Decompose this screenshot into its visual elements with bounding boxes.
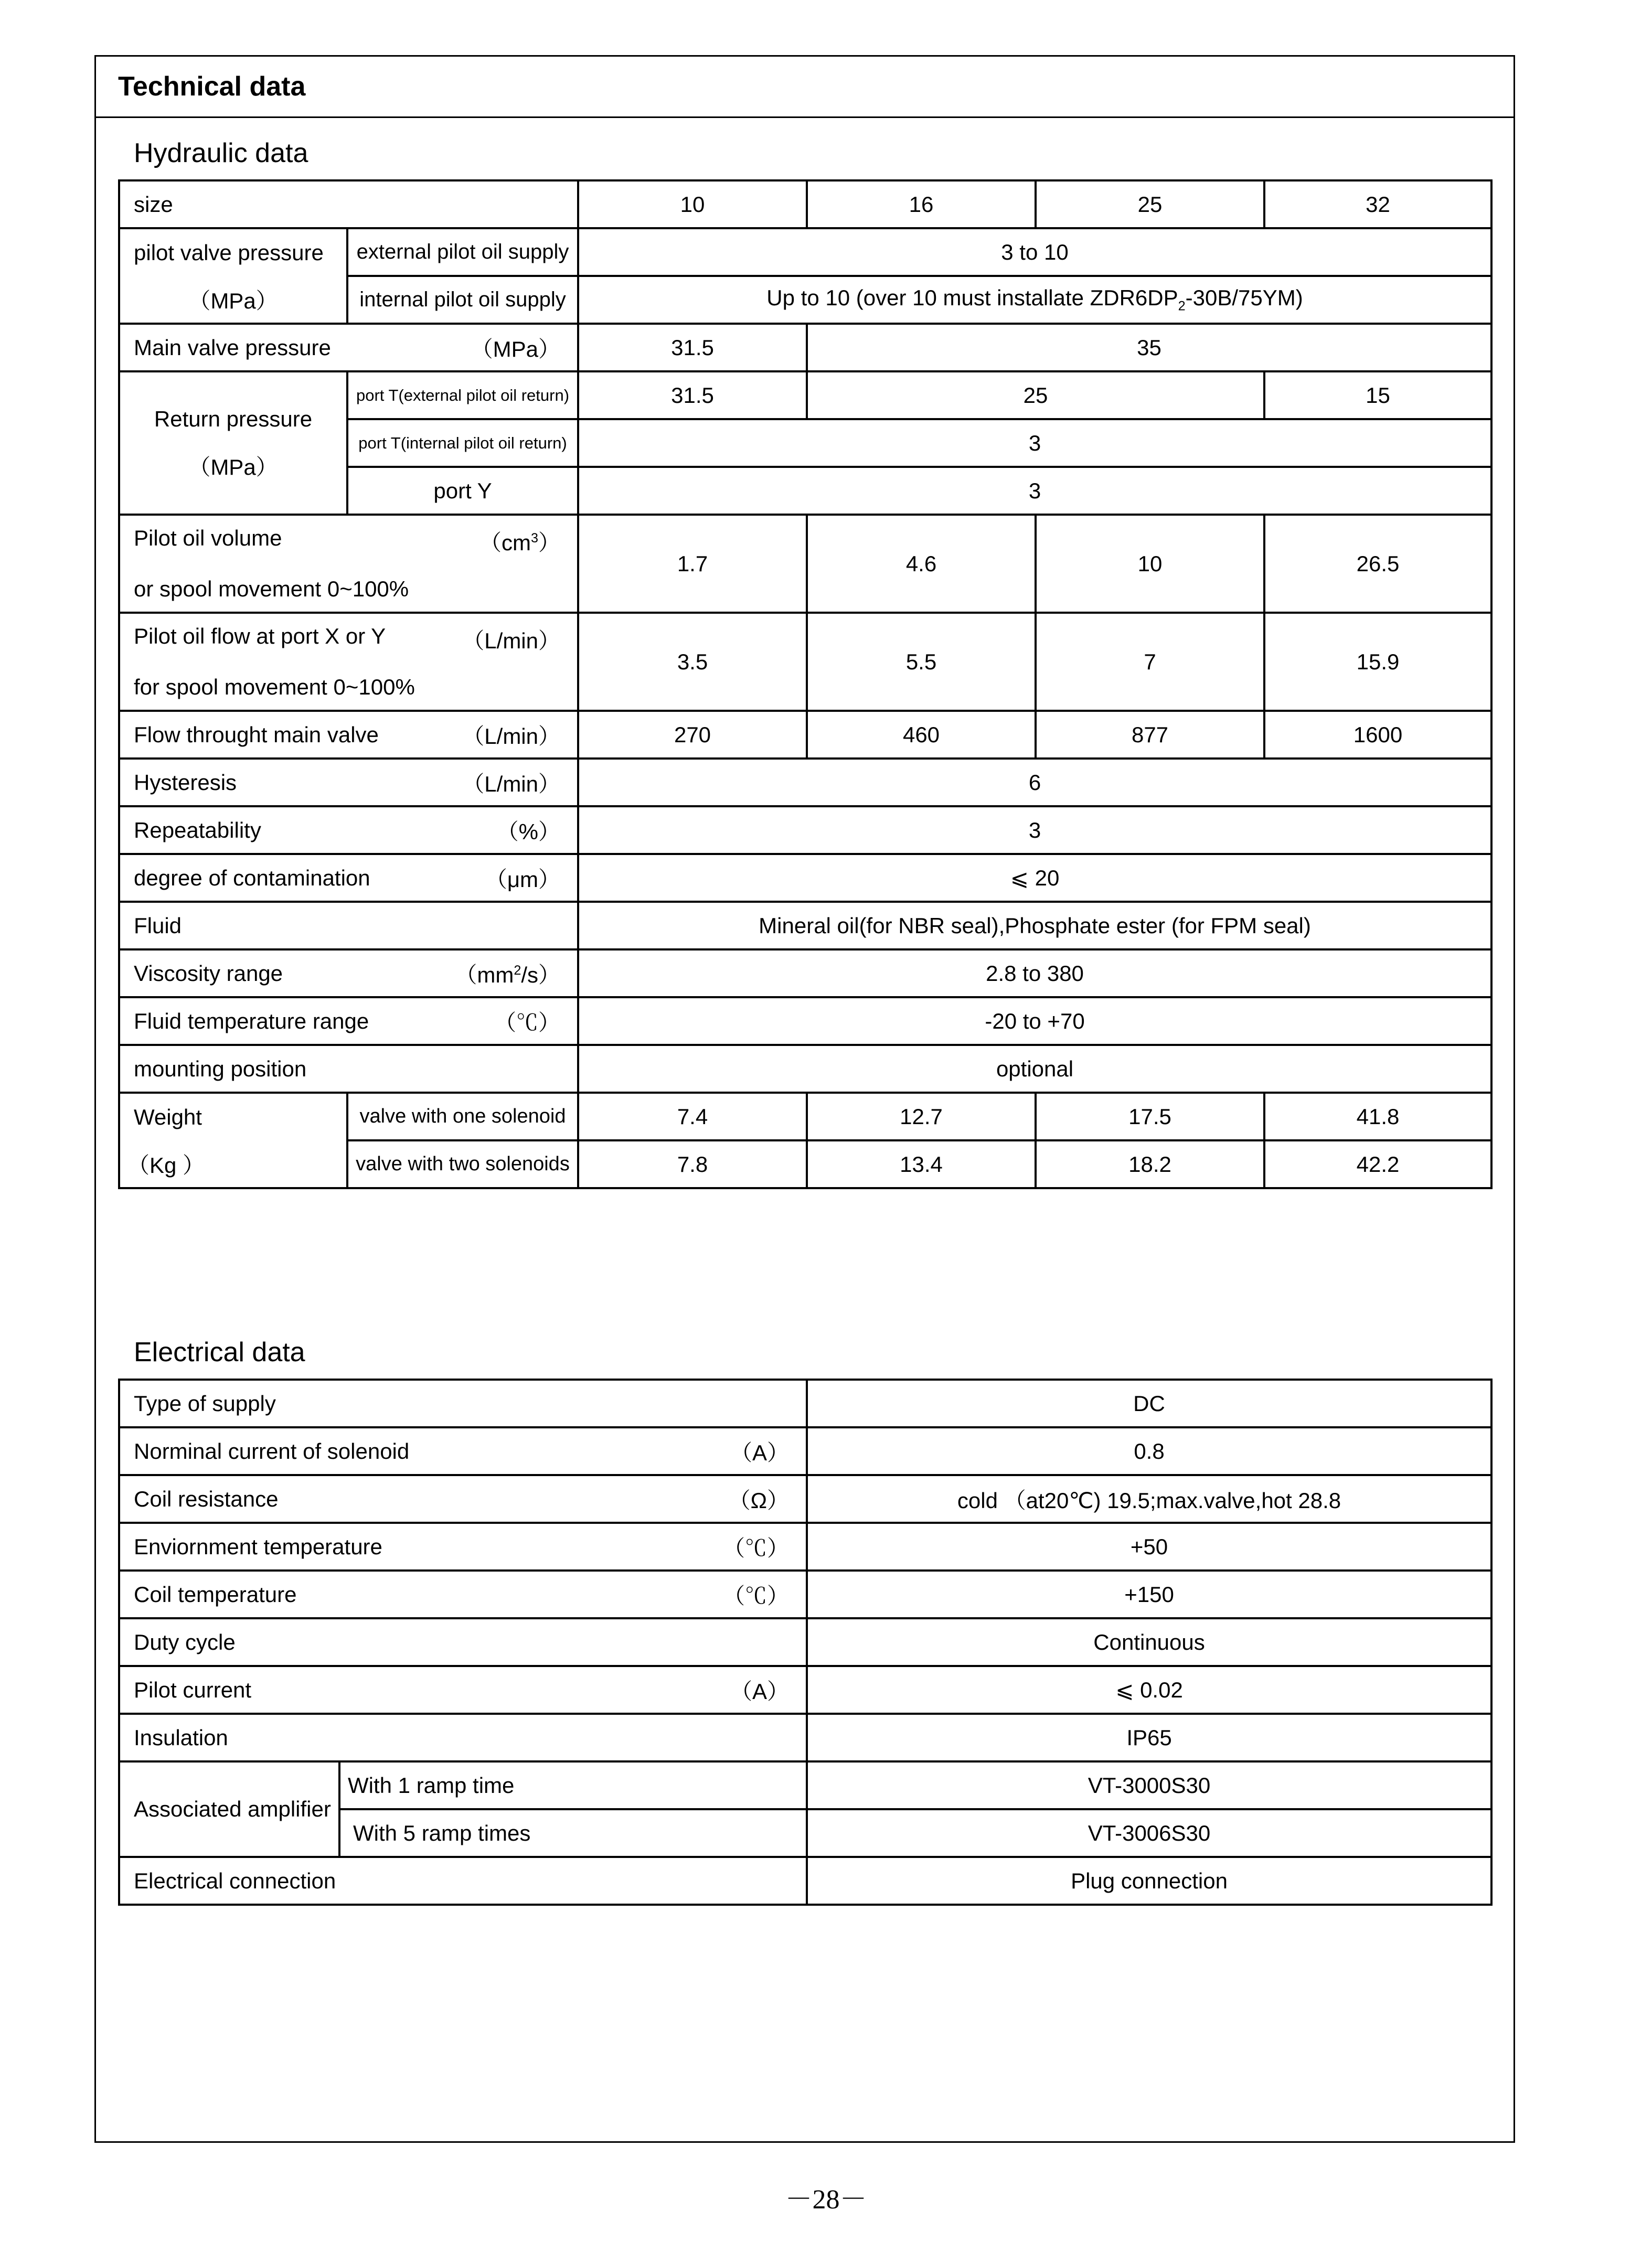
fluid-label: Fluid bbox=[119, 902, 578, 949]
port-t-internal-label: port T(internal pilot oil return) bbox=[347, 419, 578, 467]
table-row bbox=[119, 759, 1491, 806]
pilot-current-value: ⩽ 0.02 bbox=[807, 1666, 1491, 1714]
duty-cycle-value: Continuous bbox=[807, 1618, 1491, 1666]
ramp5-value: VT-3006S30 bbox=[807, 1809, 1491, 1857]
table-row bbox=[119, 1761, 1491, 1809]
table-row bbox=[119, 1475, 1491, 1523]
supply-value: DC bbox=[807, 1380, 1491, 1427]
pilot-volume-value: 4.6 bbox=[807, 515, 1036, 613]
hydraulic-section-title: Hydraulic data bbox=[134, 138, 308, 168]
page-title: Technical data bbox=[96, 57, 1514, 118]
table-row bbox=[119, 1714, 1491, 1761]
pilot-pressure-label: pilot valve pressure （MPa） bbox=[119, 228, 347, 324]
pilot-current-label: Pilot current （A） bbox=[119, 1666, 807, 1714]
viscosity-value: 2.8 to 380 bbox=[578, 949, 1491, 997]
pilot-flow-value: 7 bbox=[1036, 613, 1264, 711]
fluid-value: Mineral oil(for NBR seal),Phosphate ester (for FPM seal) bbox=[578, 902, 1491, 949]
fluid-temp-label: Fluid temperature range （℃） bbox=[119, 997, 578, 1045]
external-supply-value: 3 to 10 bbox=[578, 228, 1491, 276]
ramp1-label: With 1 ramp time bbox=[339, 1761, 807, 1809]
contamination-value: ⩽ 20 bbox=[578, 854, 1491, 902]
table-row bbox=[119, 1045, 1491, 1093]
page-number: －28－ bbox=[785, 2185, 867, 2215]
size-value: 10 bbox=[578, 180, 807, 228]
port-t-external-value: 15 bbox=[1264, 371, 1491, 419]
weight-one-label: valve with one solenoid bbox=[347, 1093, 578, 1140]
port-y-label: port Y bbox=[347, 467, 578, 515]
port-t-external-label: port T(external pilot oil return) bbox=[347, 371, 578, 419]
supply-label: Type of supply bbox=[119, 1380, 807, 1427]
table-row bbox=[119, 902, 1491, 949]
table-row bbox=[119, 228, 1491, 276]
main-flow-value: 460 bbox=[807, 711, 1036, 759]
weight-two-label: valve with two solenoids bbox=[347, 1140, 578, 1188]
coil-resistance-value: cold （at20℃) 19.5;max.valve,hot 28.8 bbox=[807, 1475, 1491, 1523]
main-flow-value: 877 bbox=[1036, 711, 1264, 759]
weight-two-value: 13.4 bbox=[807, 1140, 1036, 1188]
table-row bbox=[119, 854, 1491, 902]
coil-temp-label: Coil temperature （℃） bbox=[119, 1571, 807, 1618]
main-pressure-value: 31.5 bbox=[578, 324, 807, 371]
hysteresis-value: 6 bbox=[578, 759, 1491, 806]
weight-two-value: 7.8 bbox=[578, 1140, 807, 1188]
table-row bbox=[119, 1857, 1491, 1905]
weight-two-value: 18.2 bbox=[1036, 1140, 1264, 1188]
duty-cycle-label: Duty cycle bbox=[119, 1618, 807, 1666]
repeatability-label: Repeatability （%） bbox=[119, 806, 578, 854]
weight-one-value: 7.4 bbox=[578, 1093, 807, 1140]
pilot-flow-value: 3.5 bbox=[578, 613, 807, 711]
hysteresis-label: Hysteresis （L/min） bbox=[119, 759, 578, 806]
external-supply-label: external pilot oil supply bbox=[347, 228, 578, 276]
coil-temp-value: +150 bbox=[807, 1571, 1491, 1618]
table-row bbox=[119, 613, 1491, 711]
ramp5-label: With 5 ramp times bbox=[339, 1809, 807, 1857]
insulation-value: IP65 bbox=[807, 1714, 1491, 1761]
size-label: size bbox=[119, 180, 578, 228]
pilot-flow-value: 5.5 bbox=[807, 613, 1036, 711]
main-flow-value: 270 bbox=[578, 711, 807, 759]
environment-temp-label: Enviornment temperature （℃） bbox=[119, 1523, 807, 1571]
pilot-volume-value: 1.7 bbox=[578, 515, 807, 613]
weight-one-value: 12.7 bbox=[807, 1093, 1036, 1140]
weight-two-value: 42.2 bbox=[1264, 1140, 1491, 1188]
table-row bbox=[119, 515, 1491, 613]
coil-resistance-label: Coil resistance （Ω） bbox=[119, 1475, 807, 1523]
table-row bbox=[119, 1571, 1491, 1618]
fluid-temp-value: -20 to +70 bbox=[578, 997, 1491, 1045]
weight-one-value: 41.8 bbox=[1264, 1093, 1491, 1140]
insulation-label: Insulation bbox=[119, 1714, 807, 1761]
table-row bbox=[119, 1523, 1491, 1571]
contamination-label: degree of contamination （μm） bbox=[119, 854, 578, 902]
electrical-table bbox=[118, 1379, 1493, 1906]
weight-label: Weight （Kg ） bbox=[119, 1093, 347, 1188]
size-value: 25 bbox=[1036, 180, 1264, 228]
pilot-flow-label: Pilot oil flow at port X or Y （L/min） for spool movement 0~100% bbox=[119, 613, 578, 711]
table-row bbox=[119, 371, 1491, 419]
environment-temp-value: +50 bbox=[807, 1523, 1491, 1571]
port-t-internal-value: 3 bbox=[578, 419, 1491, 467]
internal-supply-label: internal pilot oil supply bbox=[347, 276, 578, 324]
table-row bbox=[119, 1380, 1491, 1427]
table-row bbox=[119, 1666, 1491, 1714]
table-row bbox=[119, 997, 1491, 1045]
mounting-label: mounting position bbox=[119, 1045, 578, 1093]
hydraulic-table bbox=[118, 179, 1493, 1189]
port-t-external-value: 25 bbox=[807, 371, 1264, 419]
table-row bbox=[119, 711, 1491, 759]
return-pressure-label: Return pressure （MPa） bbox=[119, 371, 347, 515]
size-value: 16 bbox=[807, 180, 1036, 228]
pilot-volume-value: 26.5 bbox=[1264, 515, 1491, 613]
size-value: 32 bbox=[1264, 180, 1491, 228]
repeatability-value: 3 bbox=[578, 806, 1491, 854]
table-row bbox=[119, 324, 1491, 371]
main-pressure-value: 35 bbox=[807, 324, 1491, 371]
table-row bbox=[119, 806, 1491, 854]
pilot-volume-value: 10 bbox=[1036, 515, 1264, 613]
pilot-flow-value: 15.9 bbox=[1264, 613, 1491, 711]
main-flow-label: Flow throught main valve （L/min） bbox=[119, 711, 578, 759]
table-row bbox=[119, 1427, 1491, 1475]
table-row bbox=[119, 180, 1491, 228]
weight-one-value: 17.5 bbox=[1036, 1093, 1264, 1140]
amplifier-label: Associated amplifier bbox=[119, 1761, 339, 1857]
table-row bbox=[119, 1093, 1491, 1140]
table-row bbox=[119, 949, 1491, 997]
connection-value: Plug connection bbox=[807, 1857, 1491, 1905]
connection-label: Electrical connection bbox=[119, 1857, 807, 1905]
electrical-section-title: Electrical data bbox=[134, 1337, 305, 1368]
mounting-value: optional bbox=[578, 1045, 1491, 1093]
table-row bbox=[119, 1618, 1491, 1666]
main-pressure-label: Main valve pressure （MPa） bbox=[119, 324, 578, 371]
viscosity-label: Viscosity range $(mm^2/s)$ bbox=[119, 949, 578, 997]
internal-supply-value: Up to 10 (over 10 must installate $ZDR6DP_2-30B/75YM$) bbox=[578, 276, 1491, 324]
main-flow-value: 1600 bbox=[1264, 711, 1491, 759]
nominal-current-label: Norminal current of solenoid （A） bbox=[119, 1427, 807, 1475]
port-t-external-value: 31.5 bbox=[578, 371, 807, 419]
nominal-current-value: 0.8 bbox=[807, 1427, 1491, 1475]
pilot-volume-label: Pilot oil volume $(cm^3)$ or spool movement 0~100% bbox=[119, 515, 578, 613]
port-y-value: 3 bbox=[578, 467, 1491, 515]
ramp1-value: VT-3000S30 bbox=[807, 1761, 1491, 1809]
